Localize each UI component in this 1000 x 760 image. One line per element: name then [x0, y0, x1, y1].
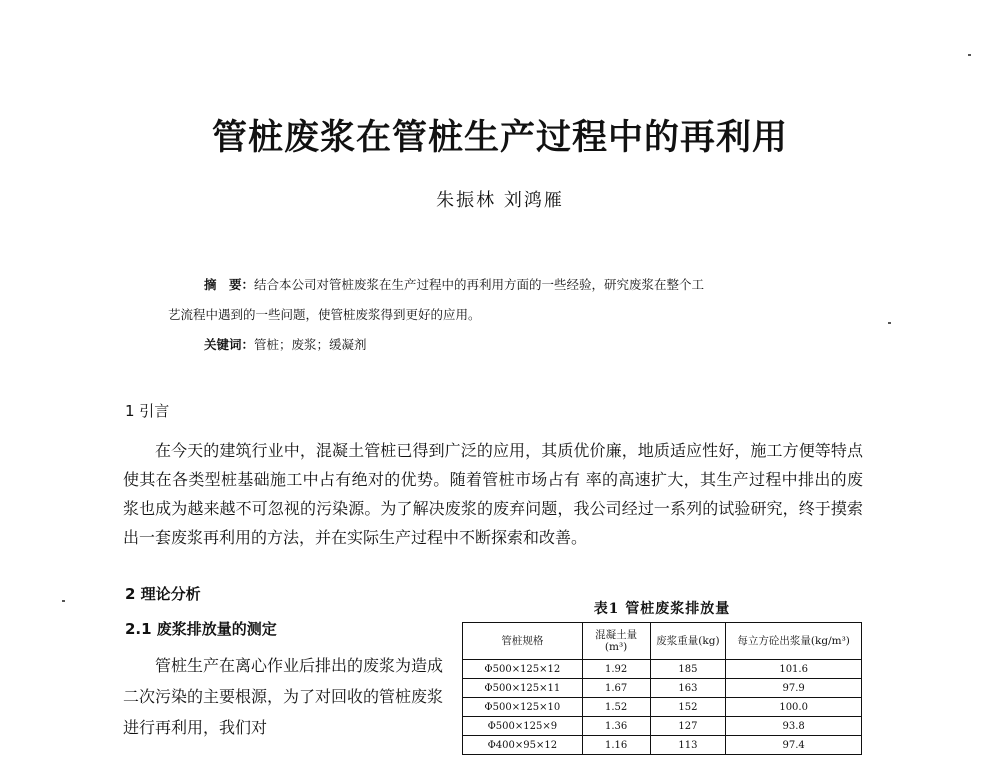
scan-speck [968, 54, 971, 56]
table-cell: Φ400×95×12 [463, 736, 583, 755]
table-cell: 127 [650, 717, 726, 736]
table-row [463, 660, 862, 679]
table-cell: 163 [650, 679, 726, 698]
table-cell: Φ500×125×11 [463, 679, 583, 698]
table-1-caption: 表1 管桩废浆排放量 [593, 601, 731, 617]
keywords: 管桩；废浆；缓凝剂 [254, 337, 367, 352]
paper-title: 管桩废浆在管桩生产过程中的再利用 [211, 118, 788, 158]
table-cell: 97.9 [726, 679, 862, 698]
table-cell: 97.4 [726, 736, 862, 755]
section-2-heading: 2 理论分析 [125, 585, 201, 603]
section-2-1-paragraph: 管桩生产在离心作业后排出的废浆为造成二次污染的主要根源，为了对回收的管桩废浆进行再利用，我们对 [123, 656, 444, 737]
table-cell: Φ500×125×9 [463, 717, 583, 736]
keywords-label: 关键词： [204, 337, 255, 352]
table-cell: 113 [650, 736, 726, 755]
table-cell: 100.0 [726, 698, 862, 717]
col-header-spec: 管桩规格 [463, 623, 583, 660]
section-2-1-heading: 2.1 废浆排放量的测定 [125, 620, 277, 638]
abstract-line-2: 艺流程中遇到的一些问题，使管桩废浆得到更好的应用。 [168, 307, 481, 322]
table-cell: 185 [650, 660, 726, 679]
table-row [463, 736, 862, 755]
abstract [168, 270, 828, 360]
section-1-paragraph: 在今天的建筑行业中，混凝土管桩已得到广泛的应用，其质优价廉，地质适应性好，施工方便等特点使其在各类型桩基础施工中占有绝对的优势。随着管桩市场占有 率的高速扩大，其生产过程中排出的废浆也成为越来越不可忽视的污染源。为了解决废浆的废弃问题，我公司经过一系列的试验研究，终于摸索出一套废浆再利用的方法，并在实际生产过程中不断探索和改善。 [123, 441, 863, 547]
authors: 朱振林 刘鸿雁 [436, 190, 564, 211]
table-header-row [463, 623, 862, 660]
table-cell: Φ500×125×10 [463, 698, 583, 717]
scan-speck [62, 600, 65, 602]
col-header-concrete: 混凝土量(m³) [582, 623, 650, 660]
keywords-line [168, 330, 828, 360]
table-cell: 101.6 [726, 660, 862, 679]
col-header-slurry-weight: 废浆重量(kg) [650, 623, 726, 660]
table-cell: 1.67 [582, 679, 650, 698]
table-row [463, 717, 862, 736]
table-cell: 1.52 [582, 698, 650, 717]
section-1-body [123, 436, 863, 552]
abstract-text-1: 结合本公司对管桩废浆在生产过程中的再利用方面的一些经验，研究废浆在整个工 [254, 277, 705, 292]
section-2-1-body [123, 650, 443, 743]
col-header-slurry-per-m3: 每立方砼出浆量(kg/m³) [726, 623, 862, 660]
table-cell: 1.36 [582, 717, 650, 736]
scan-speck [888, 322, 891, 324]
table-cell: 1.16 [582, 736, 650, 755]
table-cell: 93.8 [726, 717, 862, 736]
table-1 [462, 622, 862, 755]
table-row [463, 698, 862, 717]
section-1-heading: 1 引言 [125, 402, 170, 420]
table-cell: 152 [650, 698, 726, 717]
table-cell: 1.92 [582, 660, 650, 679]
abstract-label: 摘 要： [204, 277, 255, 292]
table-row [463, 679, 862, 698]
table-cell: Φ500×125×12 [463, 660, 583, 679]
abstract-line-1 [168, 270, 828, 300]
